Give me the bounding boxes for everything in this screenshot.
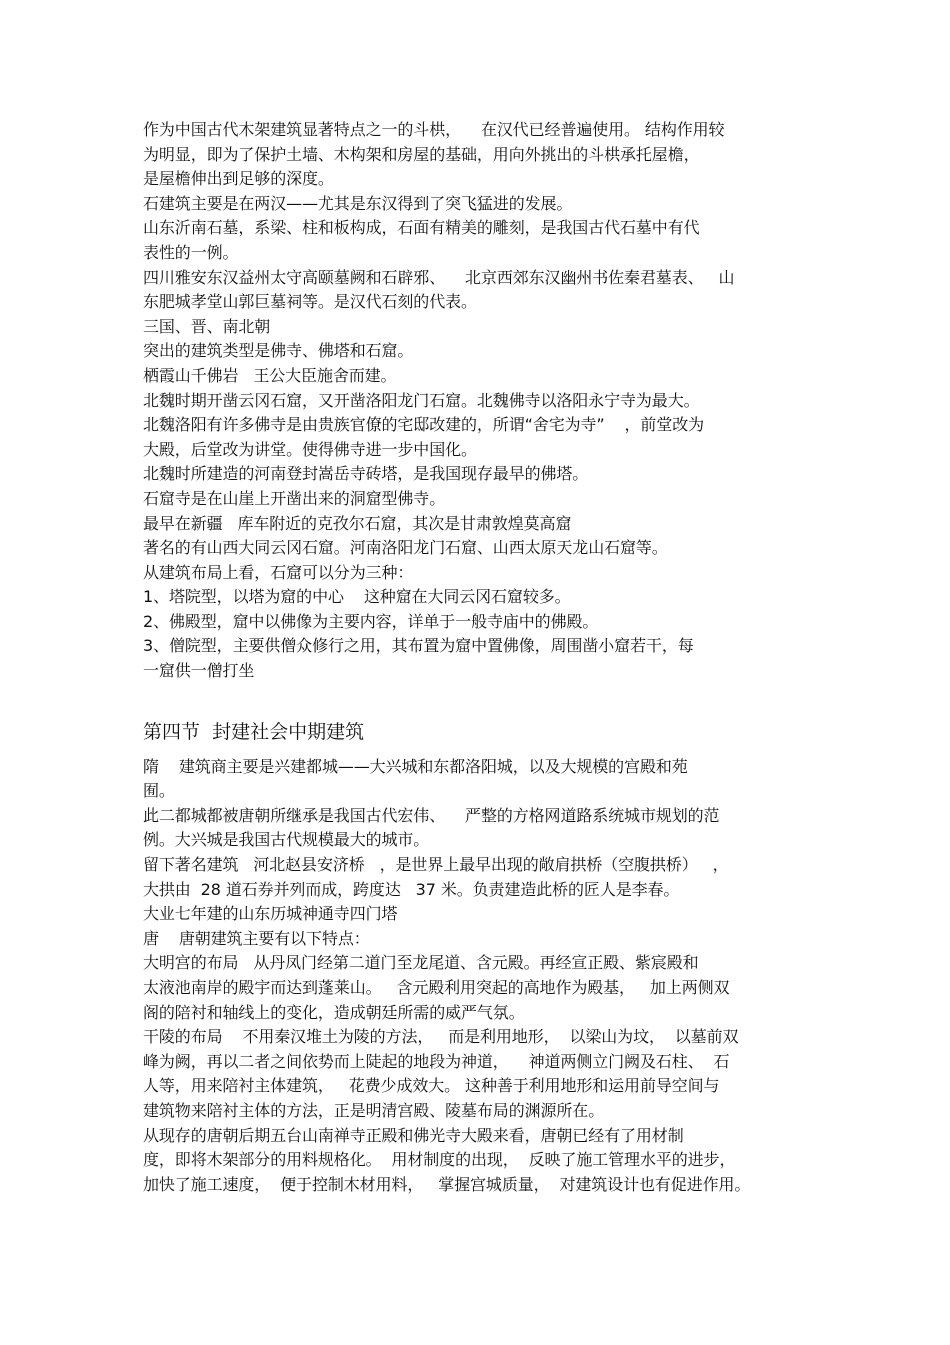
list-item: 2、佛殿型，窟中以佛像为主要内容，详单于一般寺庙中的佛殿。 (143, 611, 599, 631)
paragraph-line: 是屋檐伸出到足够的深度。 (143, 169, 334, 189)
paragraph-line: 隋 建筑商主要是兴建都城——大兴城和东都洛阳城，以及大规模的宫殿和苑 (143, 756, 688, 776)
paragraph-line: 阁的陪衬和轴线上的变化，造成朝廷所需的威严气氛。 (143, 1002, 525, 1022)
paragraph-line: 山东沂南石墓，系梁、柱和板构成，石面有精美的雕刻，是我国古代石墓中有代 (143, 218, 700, 238)
paragraph-line: 度，即将木架部分的用料规格化。 用材制度的出现， 反映了施工管理水平的进步， (143, 1150, 736, 1170)
paragraph-line: 著名的有山西大同云冈石窟。河南洛阳龙门石窟、山西太原天龙山石窟等。 (143, 538, 668, 558)
paragraph-line: 从建筑布局上看，石窟可以分为三种： (143, 562, 414, 582)
paragraph-line: 囿。 (143, 781, 175, 801)
list-item: 1、塔院型，以塔为窟的中心 这种窟在大同云冈石窟较多。 (143, 587, 571, 607)
section-mid-feudal-architecture (143, 755, 813, 1198)
paragraph-line: 作为中国古代木架建筑显著特点之一的斗栱， 在汉代已经普遍使用。 结构作用较 (143, 120, 725, 139)
section-heading: 第四节 封建社会中期建筑 (143, 720, 365, 743)
document-page (143, 118, 813, 1197)
paragraph-line: 大拱由 28 道石券并列而成，跨度达 37 米。负责建造此桥的匠人是李春。 (143, 879, 680, 899)
paragraph-line: 表性的一例。 (143, 242, 239, 262)
paragraph-line: 石建筑主要是在两汉——尤其是东汉得到了突飞猛进的发展。 (143, 193, 573, 213)
paragraph-line: 唐 唐朝建筑主要有以下特点： (143, 928, 370, 948)
paragraph-line: 大业七年建的山东历城神通寺四门塔 (143, 904, 398, 924)
paragraph-line: 北魏时所建造的河南登封嵩岳寺砖塔，是我国现存最早的佛塔。 (143, 464, 589, 484)
paragraph-line: 干陵的布局 不用秦汉堆土为陵的方法， 而是利用地形， 以梁山为坟， 以墓前双 (143, 1027, 739, 1047)
paragraph-line: 此二都城都被唐朝所继承是我国古代宏伟、 严整的方格网道路系统城市规划的范 (143, 805, 720, 825)
paragraph-line: 例。大兴城是我国古代规模最大的城市。 (143, 830, 430, 850)
paragraph-line: 峰为阙，再以二者之间依势而上陡起的地段为神道， 神道两侧立门阙及石柱、 石 (143, 1051, 730, 1071)
subheading-line: 三国、晋、南北朝 (143, 316, 271, 336)
paragraph-line: 四川雅安东汉益州太守高颐墓阙和石辟邪、 北京西郊东汉幽州书佐秦君墓表、 山 (143, 267, 735, 287)
list-item: 3、僧院型，主要供僧众修行之用，其布置为窟中置佛像，周围凿小窟若干，每 (143, 636, 694, 656)
paragraph-line: 突出的建筑类型是佛寺、佛塔和石窟。 (143, 341, 414, 361)
list-item-continuation: 一窟供一僧打坐 (143, 661, 255, 681)
paragraph-line: 太液池南岸的殿宇而达到蓬莱山。 含元殿利用突起的高地作为殿基， 加上两侧双 (143, 978, 730, 997)
paragraph-line: 为明显，即为了保护土墙、木构架和房屋的基础，用向外挑出的斗栱承托屋檐， (143, 144, 700, 164)
paragraph-line: 栖霞山千佛岩 王公大臣施舍而建。 (143, 365, 397, 385)
paragraph-line: 东肥城孝堂山郭巨墓祠等。是汉代石刻的代表。 (143, 292, 477, 312)
paragraph-line: 北魏时期开凿云冈石窟，又开凿洛阳龙门石窟。北魏佛寺以洛阳永宁寺为最大。 (143, 390, 700, 410)
section-architecture-han-to-northern-dynasties (143, 118, 813, 684)
paragraph-line: 最早在新疆 库车附近的克孜尔石窟，其次是甘肃敦煌莫高窟 (143, 513, 572, 533)
paragraph-line: 大明宫的布局 从丹凤门经第二道门至龙尾道、含元殿。再经宣正殿、紫宸殿和 (143, 953, 699, 973)
paragraph-line: 从现存的唐朝后期五台山南禅寺正殿和佛光寺大殿来看，唐朝已经有了用材制 (143, 1125, 684, 1145)
paragraph-line: 加快了施工速度， 便于控制木材用料， 掌握宫城质量， 对建筑设计也有促进作用。 (143, 1174, 751, 1194)
paragraph-line: 大殿，后堂改为讲堂。使得佛寺进一步中国化。 (143, 439, 477, 459)
paragraph-line: 石窟寺是在山崖上开凿出来的洞窟型佛寺。 (143, 488, 446, 508)
paragraph-line: 留下著名建筑 河北赵县安济桥 ，是世界上最早出现的敞肩拱桥（空腹拱桥） ， (143, 855, 729, 875)
paragraph-line: 建筑物来陪衬主体的方法，正是明清宫殿、陵墓布局的渊源所在。 (143, 1100, 605, 1120)
paragraph-line: 北魏洛阳有许多佛寺是由贵族官僚的宅邸改建的，所谓“舍宅为寺” ，前堂改为 (143, 415, 705, 435)
paragraph-line: 人等，用来陪衬主体建筑， 花费少成效大。 这种善于利用地形和运用前导空间与 (143, 1076, 720, 1096)
